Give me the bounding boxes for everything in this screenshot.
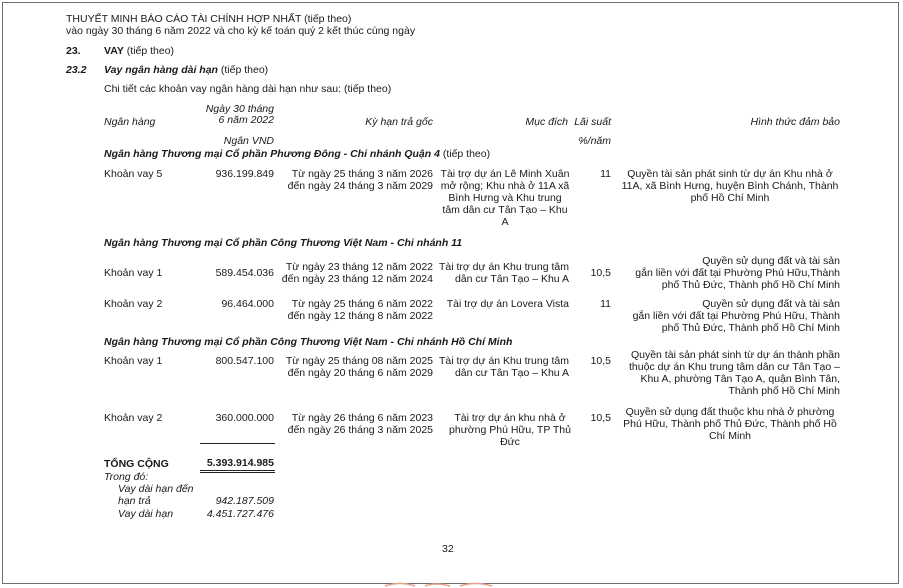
subtotal-rule: [200, 443, 275, 444]
col-date: Ngày 30 tháng 6 năm 2022: [205, 103, 274, 126]
total-rule: [200, 470, 275, 471]
loan-term: Từ ngày 25 tháng 08 năm 2025 đến ngày 20 tháng 6 năm 2029: [285, 355, 433, 379]
loan-label: Khoản vay 5: [104, 168, 163, 180]
col-rate: Lãi suất: [574, 116, 611, 128]
section-title: VAY: [104, 45, 124, 57]
total-label: TỔNG CỘNG: [104, 458, 169, 470]
loan-term: Từ ngày 25 tháng 6 năm 2022 đến ngày 12 tháng 8 năm 2022: [287, 298, 433, 322]
loan-amount: 96.464.000: [221, 298, 274, 310]
loan-term: Từ ngày 23 tháng 12 năm 2022 đến ngày 23 tháng 12 năm 2024: [281, 261, 433, 285]
loan-collateral: Quyền sử dụng đất và tài sản gắn liền với đất tại Phường Phú Hữu, Thành phố Thủ Đức, Thành phố Hồ Chí Minh: [632, 298, 840, 334]
col-collateral: Hình thức đảm bảo: [750, 116, 840, 128]
total-amount: 5.393.914.985: [206, 457, 274, 469]
section-number: 23.: [66, 45, 81, 57]
col-rate-unit: %/năm: [578, 135, 611, 147]
loan-rate: 11: [600, 298, 611, 310]
in-which-label: Trong đó:: [104, 471, 149, 483]
loan-rate: 10,5: [590, 412, 611, 424]
subsection-number: 23.2: [66, 64, 87, 76]
bank-group-heading: Ngân hàng Thương mại Cổ phần Công Thương Việt Nam - Chi nhánh 11: [104, 237, 463, 249]
long-term-label: Vay dài hạn: [118, 508, 174, 520]
loan-purpose: Tài trợ dự án Lê Minh Xuân mở rộng; Khu nhà ở 11A xã Bình Hưng và Khu trung tâm dân cư Tân Tạo – Khu A: [440, 168, 570, 228]
due-amount: 942.187.509: [215, 495, 274, 507]
col-unit: Ngân VND: [223, 135, 274, 147]
col-bank: Ngân hàng: [104, 116, 156, 128]
bank-group-heading: Ngân hàng Thương mại Cổ phần Công Thương Việt Nam - Chi nhánh Hồ Chí Minh: [104, 336, 513, 348]
loan-amount: 360.000.000: [215, 412, 274, 424]
loan-label: Khoản vay 1: [104, 355, 163, 367]
subsection-suffix: (tiếp theo): [220, 64, 269, 76]
col-purpose: Mục đích: [525, 116, 568, 128]
loan-amount: 800.547.100: [215, 355, 274, 367]
due-label: Vay dài hạn đến hạn trả: [118, 483, 194, 507]
subsection-heading: [104, 64, 268, 76]
section-suffix: (tiếp theo): [126, 45, 175, 57]
loan-label: Khoản vay 1: [104, 267, 163, 279]
loan-term: Từ ngày 26 tháng 6 năm 2023 đến ngày 26 tháng 3 năm 2025: [287, 412, 433, 436]
loan-amount: 589.454.036: [215, 267, 274, 279]
total-rule-double: [200, 472, 275, 473]
bank-group-heading: Ngân hàng Thương mại Cổ phần Phương Đông - Chi nhánh Quận 4 (tiếp theo): [104, 148, 491, 160]
loan-rate: 10,5: [590, 267, 611, 279]
loan-collateral: Quyền sử dụng đất và tài sản gắn liền với đất tại Phường Phú Hữu,Thành phố Thủ Đức, Thành phố Hồ Chí Minh: [635, 255, 840, 291]
loan-purpose: Tài trợ dự án Khu trung tâm dân cư Tân Tạo – Khu A: [438, 355, 569, 379]
section-heading: [104, 45, 174, 57]
report-title: THUYẾT MINH BÁO CÁO TÀI CHÍNH HỢP NHẤT (tiếp theo): [66, 13, 352, 25]
page-number: 32: [442, 543, 454, 555]
loan-purpose: Tài trợ dự án khu nhà ở phường Phú Hữu, TP Thủ Đức: [449, 412, 571, 448]
loan-collateral: Quyền sử dụng đất thuộc khu nhà ở phường Phú Hữu, Thành phố Thủ Đức, Thành phố Hồ Chí Minh: [623, 406, 837, 442]
col-term: Kỳ hạn trả gốc: [365, 116, 433, 128]
long-term-amount: 4.451.727.476: [206, 508, 274, 520]
loan-rate: 10,5: [590, 355, 611, 367]
loan-amount: 936.199.849: [215, 168, 274, 180]
loan-purpose: Tài trợ dự án Khu trung tâm dân cư Tân Tạo – Khu A: [438, 261, 569, 285]
stamp-fragment-icon: [380, 580, 500, 588]
loan-label: Khoản vay 2: [104, 412, 163, 424]
loan-term: Từ ngày 25 tháng 3 năm 2026 đến ngày 24 tháng 3 năm 2029: [287, 168, 433, 192]
loan-label: Khoản vay 2: [104, 298, 163, 310]
intro-text: Chi tiết các khoản vay ngân hàng dài hạn như sau: (tiếp theo): [104, 83, 392, 95]
loan-collateral: Quyền tài sản phát sinh từ dự án thành phần thuộc dự án Khu trung tâm dân cư Tân Tạo – Khu A, phường Tân Tạo A, quận Bình Tân, Thành phố Hồ Chí Minh: [629, 349, 840, 397]
loan-collateral: Quyền tài sản phát sinh từ dự án Khu nhà ở 11A, xã Bình Hưng, huyện Bình Chánh, Thành phố Hồ Chí Minh: [621, 168, 839, 204]
loan-purpose: Tài trợ dự án Lovera Vista: [446, 298, 569, 310]
subsection-title: Vay ngân hàng dài hạn: [104, 64, 218, 76]
report-subtitle: vào ngày 30 tháng 6 năm 2022 và cho kỳ kế toán quý 2 kết thúc cùng ngày: [66, 25, 416, 37]
loan-rate: 11: [600, 168, 611, 180]
